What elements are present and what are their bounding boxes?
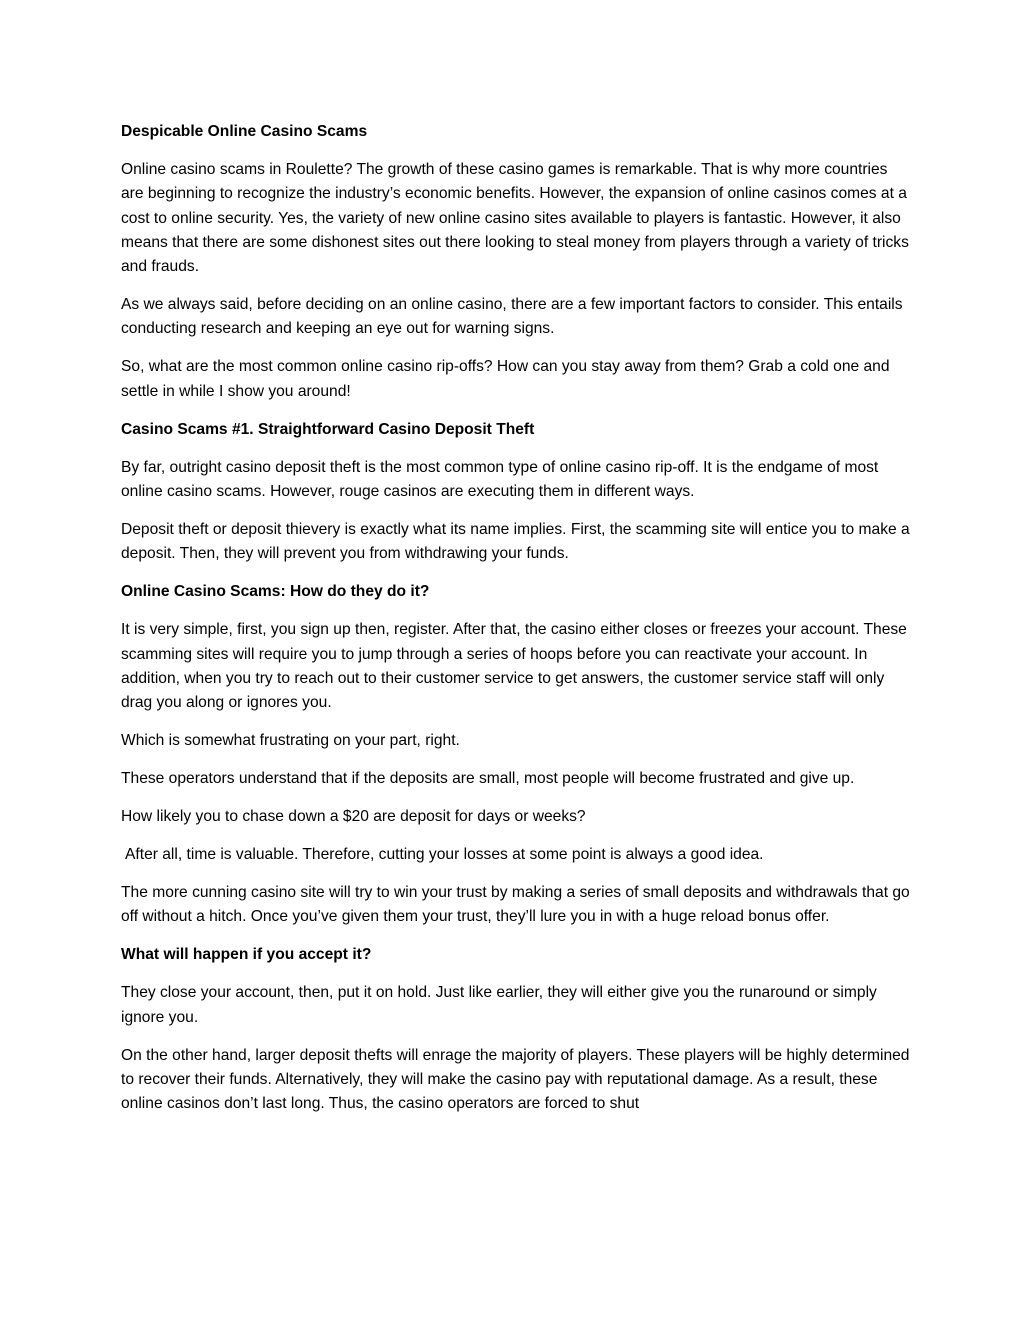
body-paragraph: So, what are the most common online casino rip-offs? How can you stay away from them? Grab a cold one and settle in while I show you around! — [121, 358, 890, 400]
body-paragraph: Online casino scams in Roulette? The growth of these casino games is remarkable. That is why more countries are beginning to recognize the industry’s economic benefits. However, the expansion of online casinos comes at a cost to online security. Yes, the variety of new online casino sites available to players is fantastic. However, it also means that there are some dishonest sites out there looking to steal money from players through a variety of tricks and frauds. — [121, 160, 909, 276]
document-title: Despicable Online Casino Scams — [121, 123, 368, 140]
section-heading: What will happen if you accept it? — [121, 946, 372, 964]
body-paragraph: The more cunning casino site will try to win your trust by making a series of small deposits and withdrawals that go off without a hitch. Once you’ve given them your trust, they’ll lure you in with a huge reload bonus offer. — [121, 884, 910, 926]
body-paragraph: How likely you to chase down a $20 are deposit for days or weeks? — [121, 808, 586, 826]
body-paragraph: These operators understand that if the deposits are small, most people will become frustrated and give up. — [121, 770, 855, 788]
body-paragraph: Which is somewhat frustrating on your part, right. — [121, 732, 460, 750]
body-paragraph: As we always said, before deciding on an online casino, there are a few important factors to consider. This entails conducting research and keeping an eye out for warning signs. — [121, 296, 903, 338]
document-body — [121, 158, 911, 1117]
body-paragraph: It is very simple, first, you sign up then, register. After that, the casino either closes or freezes your account. These scamming sites will require you to jump through a series of hoops before you can reactivate your account. In addition, when you try to reach out to their customer service to get answers, the customer service staff will only drag you along or ignores you. — [121, 621, 907, 712]
body-paragraph: By far, outright casino deposit theft is the most common type of online casino rip-off. It is the endgame of most online casino scams. However, rouge casinos are executing them in different ways. — [121, 458, 879, 500]
document-page — [121, 120, 911, 1130]
body-paragraph: On the other hand, larger deposit thefts will enrage the majority of players. These players will be highly determined to recover their funds. Alternatively, they will make the casino pay with reputational damage. As a result, these online casinos don’t last long. Thus, the casino operators are forced to shut — [121, 1046, 910, 1113]
section-heading: Online Casino Scams: How do they do it? — [121, 583, 430, 601]
body-paragraph: They close your account, then, put it on hold. Just like earlier, they will either give you the runaround or simply ignore you. — [121, 984, 877, 1026]
section-heading: Casino Scams #1. Straightforward Casino Deposit Theft — [121, 420, 535, 438]
body-paragraph: After all, time is valuable. Therefore, cutting your losses at some point is always a good idea. — [125, 846, 764, 864]
body-paragraph: Deposit theft or deposit thievery is exactly what its name implies. First, the scamming site will entice you to make a deposit. Then, they will prevent you from withdrawing your funds. — [121, 520, 910, 563]
